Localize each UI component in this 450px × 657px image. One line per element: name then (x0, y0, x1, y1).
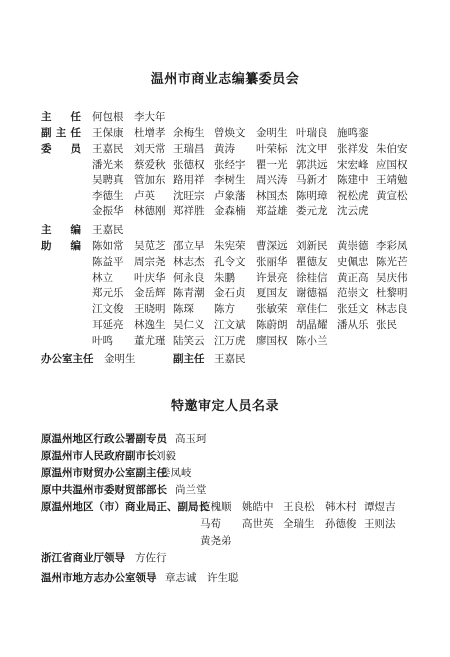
assistant-editors-row (0, 239, 450, 254)
person-name: 陈建中 (337, 174, 369, 187)
person-name: 郭洪远 (296, 158, 328, 171)
person-name: 李彩凤 (376, 240, 408, 252)
person-name: 姜凤岐 (160, 467, 192, 479)
person-name: 李德生 (92, 189, 124, 202)
person-name: 尚兰堂 (175, 484, 207, 496)
person-name: 王晓明 (134, 303, 166, 316)
person-name: 刘天常 (134, 143, 166, 155)
person-name: 金石贞 (214, 287, 246, 300)
person-name: 郑益雄 (256, 205, 288, 218)
members-row (0, 189, 450, 204)
person-name: 孙德俊 (325, 518, 357, 530)
reviewer-row (0, 466, 450, 481)
office-row (0, 352, 450, 367)
person-name: 王则法 (364, 518, 396, 530)
assistant-editors-row (0, 255, 450, 270)
person-name: 祝松虎 (337, 189, 369, 202)
person-name: 张德权 (173, 158, 205, 171)
assistant-editors-row (0, 302, 450, 317)
person-name: 娄元龙 (296, 205, 328, 218)
person-name: 沈文甲 (296, 143, 328, 155)
person-name: 应国权 (376, 158, 408, 171)
person-name: 范崇文 (337, 287, 369, 300)
role-label: 助编 (41, 240, 81, 252)
person-name: 曾焕文 (214, 127, 246, 139)
reviewer-title-label: 温州市地方志办公室领导 (41, 572, 157, 584)
person-name: 潘从乐 (337, 319, 369, 331)
person-name: 陈光芒 (376, 255, 408, 268)
person-name: 王嘉民 (214, 353, 246, 365)
person-name: 陈明璋 (296, 189, 328, 202)
person-name: 张廷文 (337, 303, 369, 316)
person-name: 林志杰 (173, 255, 205, 268)
person-name: 吴聘真 (92, 174, 124, 187)
person-name: 韩木村 (325, 501, 357, 513)
person-name: 金振华 (92, 205, 124, 218)
person-name: 黄崇德 (337, 240, 369, 252)
person-name: 路用祥 (173, 174, 205, 187)
person-name: 陈如常 (92, 240, 124, 252)
person-name: 杜增孝 (134, 127, 166, 139)
person-name: 黄正高 (337, 271, 369, 284)
person-name: 金明生 (104, 353, 136, 365)
person-name: 王良松 (283, 501, 315, 513)
person-name: 叶庆华 (134, 271, 166, 284)
person-name: 张民 (376, 319, 397, 331)
person-name: 叶鸣 (92, 334, 113, 347)
role-label: 副主任 (41, 127, 81, 139)
person-name: 马新才 (296, 174, 328, 187)
person-name: 张经宇 (214, 158, 246, 171)
person-name: 刘新民 (296, 240, 328, 252)
reviewer-title-label: 原温州地区（市）商业局正、副局长 (41, 501, 209, 513)
reviewer-title-label: 原中共温州市委财贸部部长 (41, 484, 167, 496)
person-name: 许生聪 (207, 572, 239, 584)
person-name: 潘光来 (92, 158, 124, 171)
members-row (0, 173, 450, 188)
person-name: 施鸣銮 (337, 127, 369, 139)
reviewers-title: 特邀审定人员名录 (170, 399, 279, 414)
person-name: 林立 (92, 271, 113, 284)
person-name: 管加东 (134, 174, 166, 187)
person-name: 章志诚 (165, 572, 197, 584)
person-name: 林国杰 (256, 189, 288, 202)
person-name: 宋宏峰 (337, 158, 369, 171)
person-name: 周宗尧 (134, 255, 166, 268)
reviewer-row (0, 483, 450, 498)
reviewer-title-label: 原温州市人民政府副市长 (41, 450, 157, 462)
person-name: 吴仁义 (173, 319, 205, 331)
reviewer-row (0, 449, 450, 464)
office-director-label: 办公室主任 (41, 353, 94, 365)
person-name: 沈旺宗 (173, 189, 205, 202)
person-name: 孔令文 (214, 255, 246, 268)
person-name: 何永良 (173, 271, 205, 284)
person-name: 廖国权 (256, 334, 288, 347)
person-name: 谢德福 (296, 287, 328, 300)
person-name: 陈小兰 (296, 334, 328, 347)
person-name: 金明生 (256, 127, 288, 139)
reviewer-row (0, 571, 450, 586)
person-name: 章佳仁 (296, 303, 328, 316)
person-name: 陈方 (214, 303, 235, 316)
assistant-editors-row (0, 271, 450, 286)
person-name: 朱伯安 (376, 143, 408, 155)
members-row (0, 204, 450, 219)
person-name: 范槐顺 (200, 501, 232, 513)
person-name: 邵立早 (173, 240, 205, 252)
person-name: 方佐行 (135, 552, 167, 564)
person-name: 叶瑞良 (296, 127, 328, 139)
members-row (0, 142, 450, 157)
person-name: 江万虎 (214, 334, 246, 347)
person-name: 耳延亮 (92, 319, 124, 331)
role-label: 委员 (41, 143, 81, 155)
reviewer-title-label: 原温州地区行政公署副专员 (41, 433, 167, 445)
person-name: 李树生 (214, 174, 246, 187)
person-name: 江文斌 (214, 319, 246, 331)
person-name: 胡晶耀 (296, 319, 328, 331)
person-name: 王嘉民 (92, 143, 124, 155)
person-name: 张祥发 (337, 143, 369, 155)
person-name: 叶荣标 (256, 143, 288, 155)
person-name: 许景亮 (256, 271, 288, 284)
person-name: 卢象藩 (214, 189, 246, 202)
person-name: 朱鹏 (214, 271, 235, 284)
person-name: 张丽华 (256, 255, 288, 268)
assistant-editors-row (0, 334, 450, 349)
person-name: 何包根 (92, 111, 124, 123)
person-name: 高世英 (242, 518, 274, 530)
committee-title: 温州市商业志编纂委员会 (150, 72, 300, 87)
person-name: 王保康 (92, 127, 124, 139)
person-name: 高玉珂 (175, 433, 207, 445)
person-name: 董尤瑾 (134, 334, 166, 347)
person-name: 王嘉民 (92, 224, 124, 236)
reviewer-title-label: 浙江省商业厅领导 (41, 552, 125, 564)
person-name: 郑元乐 (92, 287, 124, 300)
person-name: 陈琛 (173, 303, 194, 316)
person-name: 金岳辉 (134, 287, 166, 300)
reviewer-row (0, 500, 450, 547)
person-name: 蔡爱秋 (134, 158, 166, 171)
person-name: 江文俊 (92, 303, 124, 316)
person-name: 吴庆伟 (376, 271, 408, 284)
assistant-editors-row (0, 286, 450, 301)
person-name: 黄尧弟 (200, 535, 232, 547)
person-name: 卢英 (134, 189, 155, 202)
person-name: 余梅生 (173, 127, 205, 139)
director-row (0, 110, 450, 125)
person-name: 周兴涛 (256, 174, 288, 187)
person-name: 黄宣松 (376, 189, 408, 202)
person-name: 姚皓中 (242, 501, 274, 513)
person-name: 林志良 (376, 303, 408, 316)
office-deputy-label: 副主任 (173, 353, 205, 365)
person-name: 张敏荣 (256, 303, 288, 316)
person-name: 瞿德友 (296, 255, 328, 268)
person-name: 陈益平 (92, 255, 124, 268)
person-name: 谭煜吉 (364, 501, 396, 513)
person-name: 曹深远 (256, 240, 288, 252)
role-label: 主编 (41, 224, 81, 236)
person-name: 陆笑云 (173, 334, 205, 347)
person-name: 沈云虎 (337, 205, 369, 218)
person-name: 王瑞昌 (173, 143, 205, 155)
person-name: 徐桂信 (296, 271, 328, 284)
person-name: 马荀 (200, 518, 221, 530)
person-name: 林德刚 (134, 205, 166, 218)
person-name: 陈蔚朗 (256, 319, 288, 331)
person-name: 朱宪荣 (214, 240, 246, 252)
person-name: 李大年 (134, 111, 166, 123)
person-name: 史佩忠 (337, 255, 369, 268)
reviewer-row (0, 551, 450, 566)
deputy-director-row (0, 126, 450, 141)
members-row (0, 158, 450, 173)
person-name: 全瑞生 (283, 518, 315, 530)
person-name: 金森楠 (214, 205, 246, 218)
person-name: 王靖勉 (376, 174, 408, 187)
reviewer-row (0, 432, 450, 447)
person-name: 刘毅 (155, 450, 176, 462)
reviewer-title-label: 原温州市财贸办公室副主任 (41, 467, 167, 479)
person-name: 夏国友 (256, 287, 288, 300)
assistant-editors-row (0, 318, 450, 333)
person-name: 瞿一光 (256, 158, 288, 171)
chief-editor-row (0, 223, 450, 238)
person-name: 林逸生 (134, 319, 166, 331)
person-name: 陈青潮 (173, 287, 205, 300)
person-name: 杜黎明 (376, 287, 408, 300)
person-name: 黄涛 (214, 143, 235, 155)
role-label: 主任 (41, 111, 81, 123)
person-name: 吴苋芝 (134, 240, 166, 252)
person-name: 郑祥胜 (173, 205, 205, 218)
